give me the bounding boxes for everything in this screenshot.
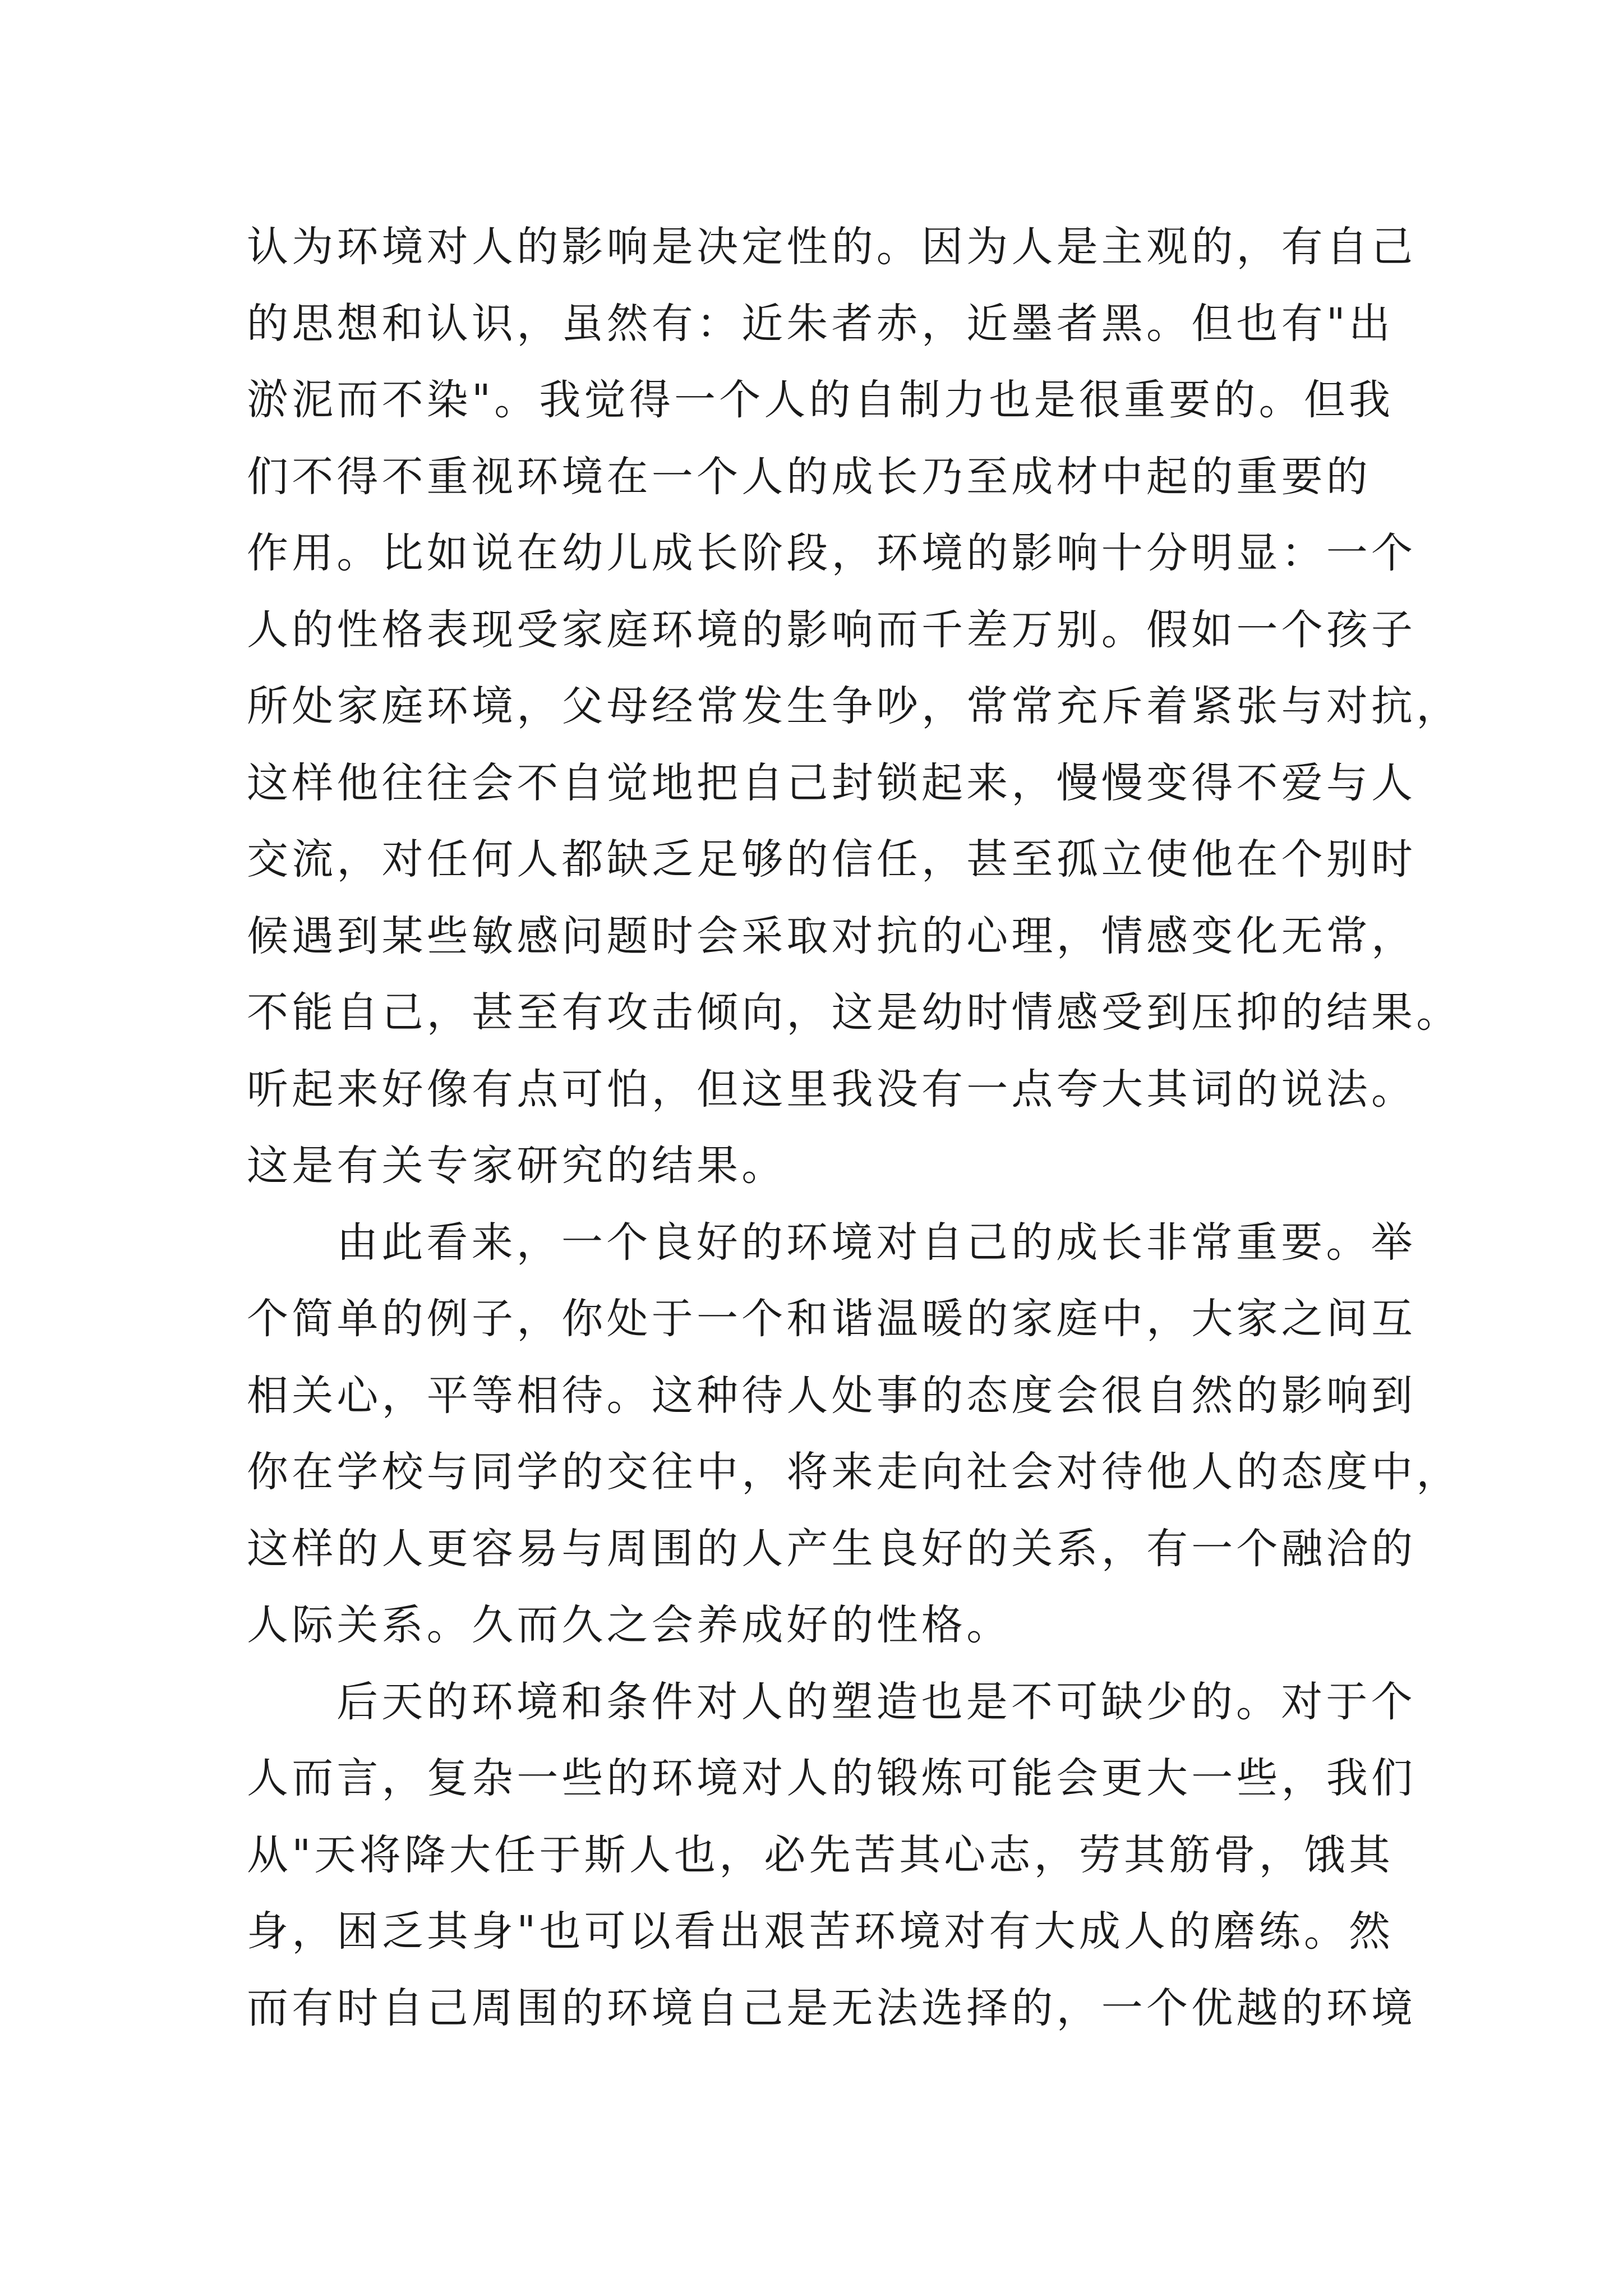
text-line: 你在学校与同学的交往中，将来走向社会对待他人的态度中， bbox=[247, 1448, 1461, 1496]
text-line: 的思想和认识，虽然有：近朱者赤，近墨者黑。但也有"出 bbox=[247, 299, 1394, 348]
text-line: 人而言，复杂一些的环境对人的锻炼可能会更大一些，我们 bbox=[247, 1754, 1417, 1802]
text-line: 认为环境对人的影响是决定性的。因为人是主观的，有自己 bbox=[247, 223, 1417, 271]
text-line: 不能自己，甚至有攻击倾向，这是幼时情感受到压抑的结果。 bbox=[247, 988, 1461, 1037]
text-line: 们不得不重视环境在一个人的成长乃至成材中起的重要的 bbox=[247, 452, 1371, 501]
paragraph-first-line: 后天的环境和条件对人的塑造也是不可缺少的。对于个 bbox=[336, 1677, 1416, 1726]
body-text bbox=[247, 209, 1461, 2046]
text-line: 听起来好像有点可怕，但这里我没有一点夸大其词的说法。 bbox=[247, 1065, 1417, 1114]
text-line: 人际关系。久而久之会养成好的性格。 bbox=[247, 1601, 1012, 1649]
text-line: 身，困乏其身"也可以看出艰苦环境对有大成人的磨练。然 bbox=[247, 1907, 1394, 1955]
text-line: 从"天将降大任于斯人也，必先苦其心志，劳其筋骨，饿其 bbox=[247, 1830, 1394, 1879]
text-line: 这样他往往会不自觉地把自己封锁起来，慢慢变得不爱与人 bbox=[247, 758, 1417, 807]
text-line: 这是有关专家研究的结果。 bbox=[247, 1142, 787, 1190]
text-line: 淤泥而不染"。我觉得一个人的自制力也是很重要的。但我 bbox=[247, 376, 1394, 424]
paragraph-first-line: 由此看来，一个良好的环境对自己的成长非常重要。举 bbox=[336, 1218, 1416, 1267]
text-line: 候遇到某些敏感问题时会采取对抗的心理，情感变化无常， bbox=[247, 912, 1417, 960]
text-line: 交流，对任何人都缺乏足够的信任，甚至孤立使他在个别时 bbox=[247, 835, 1417, 884]
text-line: 所处家庭环境，父母经常发生争吵，常常充斥着紧张与对抗， bbox=[247, 682, 1461, 730]
text-line: 作用。比如说在幼儿成长阶段，环境的影响十分明显：一个 bbox=[247, 529, 1417, 577]
text-line: 相关心，平等相待。这种待人处事的态度会很自然的影响到 bbox=[247, 1371, 1417, 1420]
text-line: 这样的人更容易与周围的人产生良好的关系，有一个融洽的 bbox=[247, 1524, 1417, 1573]
text-line: 人的性格表现受家庭环境的影响而千差万别。假如一个孩子 bbox=[247, 605, 1417, 654]
text-line: 个简单的例子，你处于一个和谐温暖的家庭中，大家之间互 bbox=[247, 1295, 1417, 1343]
text-line: 而有时自己周围的环境自己是无法选择的，一个优越的环境 bbox=[247, 1984, 1417, 2032]
